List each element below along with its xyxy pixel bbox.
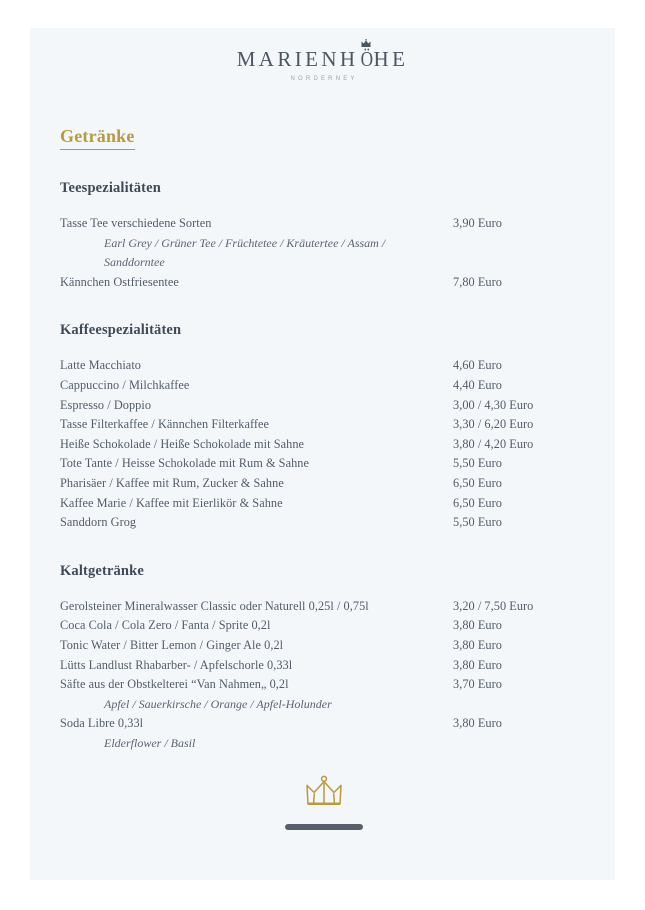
menu-item-price: 3,30 / 6,20 Euro — [453, 417, 534, 432]
menu-section — [60, 322, 587, 532]
menu-item-price: 3,80 Euro — [453, 657, 502, 672]
menu-item-price: 3,20 / 7,50 Euro — [453, 598, 534, 613]
menu-item-description: Elderflower / Basil — [104, 735, 196, 750]
menu-item-price: 5,50 Euro — [453, 456, 502, 471]
menu-item-name: Tote Tante / Heisse Schokolade mit Rum & Sahne — [60, 456, 309, 471]
menu-item-row — [60, 636, 587, 656]
menu-item-row — [60, 513, 587, 533]
menu-item-price: 3,90 Euro — [453, 216, 502, 230]
menu-item-name: Latte Macchiato — [60, 358, 141, 373]
menu-item-name: Gerolsteiner Mineralwasser Classic oder Naturell 0,25l / 0,75l — [60, 598, 369, 613]
menu-item-row — [60, 396, 587, 416]
menu-item-name: Tonic Water / Bitter Lemon / Ginger Ale 0,2l — [60, 637, 284, 652]
menu-item-name: Coca Cola / Cola Zero / Fanta / Sprite 0,2l — [60, 618, 271, 633]
menu-item-row — [60, 597, 587, 617]
menu-item-price: 3,00 / 4,30 Euro — [453, 397, 534, 412]
brand-logo — [30, 48, 615, 82]
section-title: Kaffeespezialitäten — [60, 322, 182, 339]
menu-item-row — [60, 376, 587, 396]
logo-wordmark-before: MARIENH — [236, 47, 359, 71]
menu-item-price: 4,60 Euro — [453, 358, 502, 373]
menu-item-name: Soda Libre 0,33l — [60, 716, 144, 731]
menu-item-row — [60, 273, 587, 293]
menu-item-name: Kännchen Ostfriesentee — [60, 274, 179, 289]
menu-item-name: Lütts Landlust Rhabarber- / Apfelschorle 0,33l — [60, 657, 293, 672]
menu-item-name: Sanddorn Grog — [60, 515, 137, 530]
menu-item-name: Cappuccino / Milchkaffee — [60, 377, 190, 392]
menu-sections — [60, 180, 587, 753]
menu-item-name: Espresso / Doppio — [60, 397, 152, 412]
menu-section — [60, 563, 587, 754]
menu-item-row — [60, 435, 587, 455]
footer-divider-bar — [285, 824, 363, 830]
section-title: Teespezialitäten — [60, 180, 161, 196]
menu-item-name: Heiße Schokolade / Heiße Schokolade mit Sahne — [60, 436, 305, 451]
menu-item-price: 4,40 Euro — [453, 377, 502, 392]
section-title: Kaltgetränke — [60, 562, 144, 579]
menu-item-row — [60, 494, 587, 514]
logo-o-glyph: Ö — [360, 47, 376, 71]
menu-item-price: 3,80 Euro — [453, 637, 502, 652]
menu-section — [60, 180, 587, 292]
menu-item-price: 5,50 Euro — [453, 515, 502, 530]
logo-wordmark — [237, 48, 409, 70]
menu-item-price: 6,50 Euro — [453, 475, 502, 490]
menu-item-description: Earl Grey / Grüner Tee / Früchtetee / Kräutertee / Assam / Sanddorntee — [104, 235, 386, 270]
crown-icon — [303, 775, 345, 809]
menu-item-row — [60, 714, 587, 734]
menu-item-row — [60, 656, 587, 676]
menu-item-row — [60, 356, 587, 376]
menu-item-name: Tasse Tee verschiedene Sorten — [60, 216, 212, 230]
menu-item-row — [60, 616, 587, 636]
logo-wordmark-after: HE — [373, 47, 409, 71]
menu-item-row — [60, 675, 587, 695]
logo-o-slot — [359, 48, 374, 70]
menu-item-row — [60, 474, 587, 494]
page-title: Getränke — [60, 126, 135, 150]
menu-item-price: 6,50 Euro — [453, 495, 502, 510]
menu-item-price: 3,70 Euro — [453, 677, 502, 692]
menu-item-name: Säfte aus der Obstkelterei “Van Nahmen„ 0,2l — [60, 677, 289, 692]
menu-item-price: 3,80 / 4,20 Euro — [453, 436, 534, 451]
menu-footer — [60, 775, 587, 830]
logo-subtitle: NORDERNEY — [290, 76, 358, 82]
menu-item-row — [60, 214, 587, 234]
menu-page — [30, 28, 615, 880]
menu-item-price: 3,80 Euro — [453, 618, 502, 633]
menu-item-row — [60, 454, 587, 474]
menu-item-name: Tasse Filterkaffee / Kännchen Filterkaffee — [60, 417, 270, 432]
menu-item-price: 7,80 Euro — [453, 274, 502, 289]
menu-item-description: Apfel / Sauerkirsche / Orange / Apfel-Holunder — [104, 696, 332, 711]
menu-content — [30, 82, 615, 830]
menu-item-price: 3,80 Euro — [453, 716, 502, 731]
menu-item-row — [60, 415, 587, 435]
menu-item-name: Kaffee Marie / Kaffee mit Eierlikör & Sahne — [60, 495, 283, 510]
menu-item-name: Pharisäer / Kaffee mit Rum, Zucker & Sahne — [60, 475, 284, 490]
